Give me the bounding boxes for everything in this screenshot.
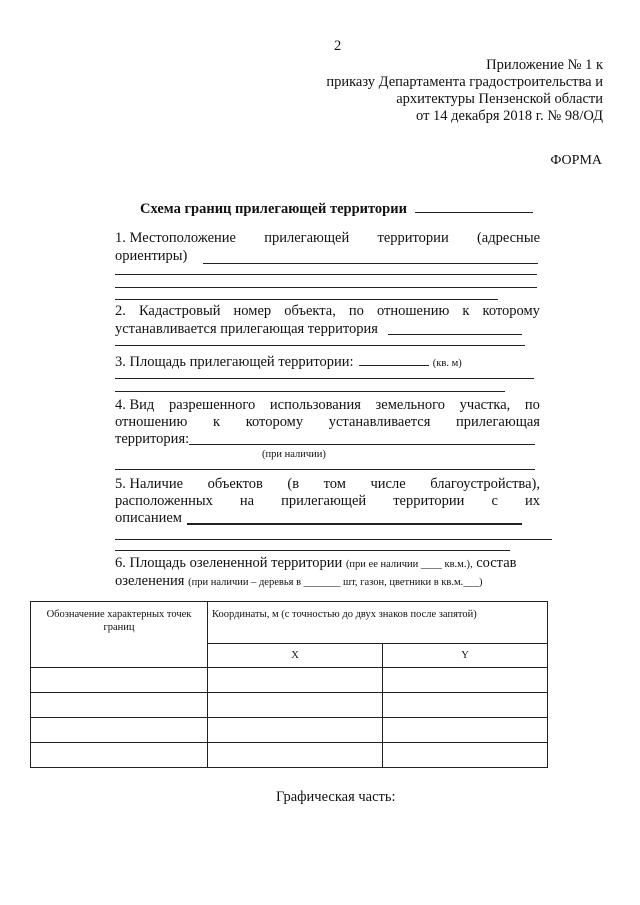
s2-blank-1: [388, 334, 522, 335]
document-title: [140, 199, 533, 218]
section-5-line-3: описанием: [115, 510, 182, 526]
s5-word-12: их: [524, 493, 540, 509]
s4-word-11: прилегающая: [456, 414, 540, 430]
s2-word-8: которому: [482, 303, 540, 319]
s6-main-2: озеленения: [115, 573, 185, 589]
table-cell[interactable]: [383, 718, 548, 743]
table-header-row: [31, 602, 548, 644]
s2-blank-2: [115, 345, 525, 346]
s4-word-5: участка,: [459, 397, 511, 413]
s1-blank-3: [115, 287, 537, 288]
section-1-line-2: ориентиры): [115, 248, 188, 264]
s5-word-2: объектов: [207, 476, 263, 492]
s5-blank-3: [115, 550, 510, 551]
section-1-line-1: [115, 230, 540, 247]
s5-blank-2: [115, 539, 552, 540]
page-number: 2: [334, 38, 342, 54]
s4-note: (при наличии): [262, 449, 326, 460]
s6-end: состав: [476, 555, 517, 571]
s4-word-6: по: [524, 397, 540, 413]
s5-word-7: расположенных: [115, 493, 213, 509]
s4-word-8: к: [213, 414, 221, 430]
s6-small-1: (при ее наличии ____ кв.м.),: [345, 559, 473, 570]
s5-word-9: прилегающей: [281, 493, 367, 509]
s4-word-10: устанавливается: [328, 414, 431, 430]
s4-word-1: 4. Вид: [115, 397, 155, 413]
table-row: [31, 693, 548, 718]
appendix-line-3: архитектуры Пензенской области: [396, 91, 603, 107]
s2-word-1: 2.: [115, 303, 126, 319]
s1-word-2: прилегающей: [264, 230, 350, 246]
appendix-line-2: приказу Департамента градостроительства и: [326, 74, 603, 90]
s5-word-10: территории: [393, 493, 465, 509]
table-cell[interactable]: [208, 718, 383, 743]
s2-word-4: объекта,: [284, 303, 336, 319]
table-cell[interactable]: [31, 743, 208, 768]
section-4-line-1: [115, 397, 540, 414]
forma-label: ФОРМА: [550, 153, 602, 168]
table-row: [31, 743, 548, 768]
appendix-line-4: от 14 декабря 2018 г. № 98/ОД: [416, 108, 603, 124]
s3-label: 3. Площадь прилегающей территории:: [115, 354, 354, 370]
s3-blank-2: [115, 391, 505, 392]
section-5-line-1: [115, 476, 540, 493]
table-cell[interactable]: [208, 743, 383, 768]
s3-unit: (кв. м): [432, 358, 462, 369]
section-3-line-1: [115, 352, 462, 372]
table-cell[interactable]: [208, 668, 383, 693]
col-header-coordinates: Координаты, м (с точностью до двух знаков после запятой): [208, 602, 548, 644]
table-cell[interactable]: [383, 743, 548, 768]
s1-word-1: 1. Местоположение: [115, 230, 236, 246]
s5-word-6: благоустройства),: [430, 476, 540, 492]
s2-word-2: Кадастровый: [138, 303, 221, 319]
s4-blank-1: [189, 444, 535, 445]
s3-blank-1: [115, 378, 534, 379]
s4-word-9: которому: [245, 414, 304, 430]
s2-word-6: отношению: [376, 303, 450, 319]
section-2-line-2: устанавливается прилегающая территория: [115, 321, 378, 337]
s1-word-4: (адресные: [476, 230, 540, 246]
coordinates-table: [30, 601, 548, 768]
s5-word-5: числе: [370, 476, 406, 492]
table-cell[interactable]: [383, 668, 548, 693]
table-row: [31, 718, 548, 743]
s1-blank-2: [115, 274, 537, 275]
s3-area-blank: [359, 352, 429, 366]
s4-word-3: использования: [269, 397, 361, 413]
s5-word-1: 5. Наличие: [115, 476, 184, 492]
s2-word-3: номер: [233, 303, 272, 319]
table-cell[interactable]: [31, 718, 208, 743]
table-cell[interactable]: [383, 693, 548, 718]
table-cell[interactable]: [208, 693, 383, 718]
table-row: [31, 668, 548, 693]
s1-blank-1: [203, 263, 538, 264]
s1-blank-4: [115, 299, 498, 300]
section-6-line-1: [115, 555, 516, 573]
s6-main: 6. Площадь озелененной территории: [115, 555, 343, 571]
section-6-line-2: [115, 573, 482, 591]
s6-small-2: (при наличии – деревья в _______ шт, газон, цветники в кв.м.___): [188, 577, 483, 588]
s4-blank-2: [115, 469, 535, 470]
col-header-x: X: [208, 644, 383, 668]
s2-word-5: по: [348, 303, 364, 319]
appendix-line-1: Приложение № 1 к: [486, 57, 603, 73]
s4-word-2: разрешенного: [168, 397, 256, 413]
table-cell[interactable]: [31, 693, 208, 718]
appendix-header: [326, 57, 603, 125]
section-5-line-2: [115, 493, 540, 510]
s1-word-3: территории: [377, 230, 449, 246]
s4-word-4: земельного: [375, 397, 446, 413]
s4-word-7: отношению: [115, 414, 188, 430]
s5-word-8: на: [239, 493, 255, 509]
s5-blank-1: [187, 523, 522, 525]
section-4-line-3: территория:: [115, 431, 190, 447]
section-2-line-1: [115, 303, 540, 320]
table-cell[interactable]: [31, 668, 208, 693]
s5-word-3: (в: [287, 476, 300, 492]
title-text: Схема границ прилегающей территории: [140, 201, 407, 217]
graphic-part-heading: Графическая часть:: [276, 789, 396, 805]
section-4-line-2: [115, 414, 540, 431]
s5-word-4: том: [323, 476, 346, 492]
s5-word-11: с: [491, 493, 498, 509]
col-header-points: Обозначение характерных точек границ: [31, 602, 208, 668]
title-blank: [415, 199, 533, 213]
col-header-y: Y: [383, 644, 548, 668]
s2-word-7: к: [462, 303, 470, 319]
